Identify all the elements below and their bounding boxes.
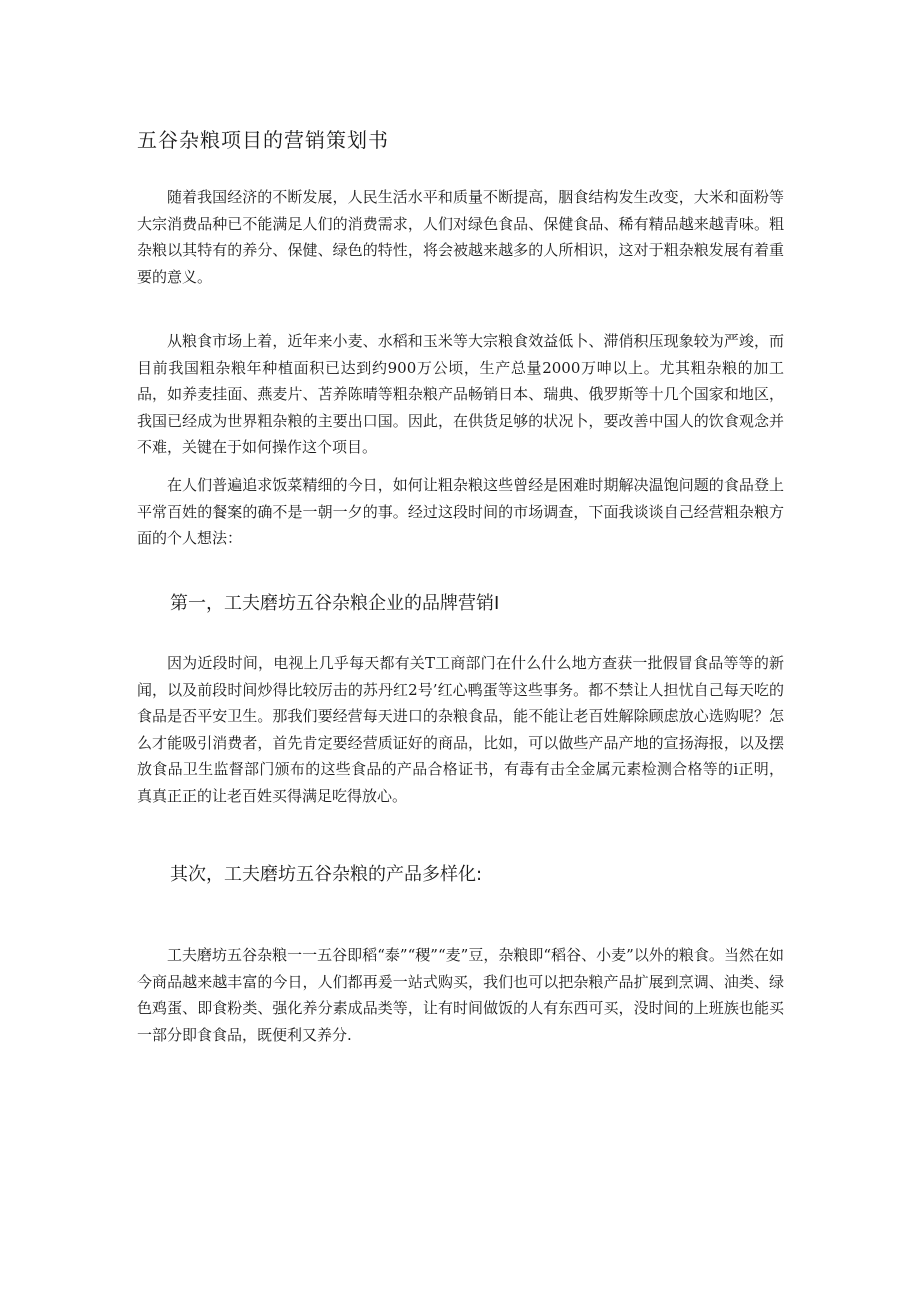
paragraph-market: 从粮食市场上着，近年来小麦、水稻和玉米等大宗粮食效益低卜、滞俏积压现象较为严竣，而目前我国粗杂粮年种植面积已达到约900万公顷，生产总量2000万呻以上。尤其粗杂粮的加工品，如养麦挂面、燕麦片、苫养陈晴等粗杂粮产品畅销日本、瑞典、俄罗斯等十几个国家和地区，我国已经成为世界粗杂粮的主要出口国。因此，在供货足够的状况卜，要改善中国人的饮食观念并不难，关键在于如何操作这个项目。 xyxy=(137,332,784,456)
paragraph-intro: 随着我国经济的不断发展，人民生活水平和质量不断提高，胭食结构发生改变，大米和面粉等大宗消费品种已不能满足人们的消费需求，人们对绿色食品、保健食品、稀有精品越来越青味。粗杂粮以其特有的养分、保健、绿色的特性，将会被越来越多的人所相识，这对于粗杂粮发展有着重要的意义。 xyxy=(137,188,784,286)
heading-brand-marketing: 第一，工夫磨坊五谷杂粮企业的品牌营销I xyxy=(170,593,500,614)
paragraph-product-diversity: 工夫磨坊五谷杂粮一一五谷即稻“泰”“稷”“麦”豆，杂粮即“稻谷、小麦”以外的粮食。当然在如今商品越来越丰富的今日，人们都再爰一站式购买，我们也可以把杂粮产品扩展到烹调、油类、绿色鸡蛋、即食粉类、强化养分素成品类等，让有时间做饭的人有东西可买，没时间的上班族也能买一部分即食食品，既便利又养分. xyxy=(137,946,784,1044)
paragraph-thoughts: 在人们普遍追求饭菜精细的今日，如何让粗杂粮这些曾经是困难时期解决温饱问题的食品登上平常百姓的餐案的确不是一朝一夕的事。经过这段时间的市场调查，下面我谈谈自己经营粗杂粮方面的个人想法： xyxy=(137,476,784,547)
document-title: 五谷杂粮项目的营销策划书 xyxy=(137,128,389,152)
heading-product-diversity: 其次，工夫磨坊五谷杂粮的产品多样化: xyxy=(170,864,483,885)
paragraph-brand-marketing: 因为近段时间，电视上几乎每天都有关T工商部门在什么什么地方查获一批假冒食品等等的新闻，以及前段时间炒得比较厉击的苏丹红2号’红心鸭蛋等这些事务。都不禁让人担忧自己每天吃的食品是否平安卫生。那我们要经营每天进口的杂粮食品，能不能让老百姓解除顾虑放心选购呢？怎么才能吸引消费者，首先肯定要经营质证好的商品，比如，可以做些产品产地的宣扬海报，以及摆放食品卫生监督部门颁布的这些食品的产品合格证书，有毒有击全金属元素检测合格等的i正明，真真正正的让老百姓买得满足吃得放心。 xyxy=(137,654,784,805)
